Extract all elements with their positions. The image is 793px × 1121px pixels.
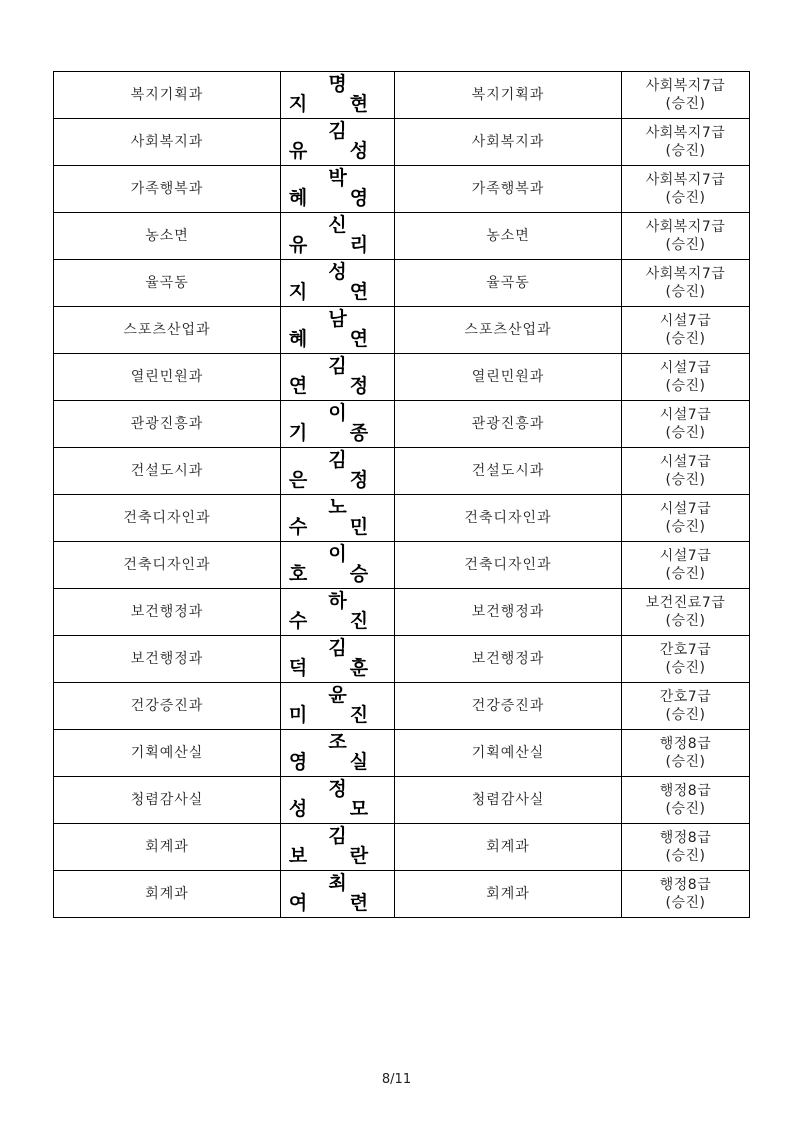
table-row xyxy=(54,448,750,495)
previous-department-cell: 회계과 xyxy=(54,871,281,918)
employee-name: 노 수 민 xyxy=(288,496,387,538)
employee-name: 김 연 정 xyxy=(288,355,387,397)
grade-cell xyxy=(622,871,750,918)
promotion-note: (승진) xyxy=(665,284,706,300)
promotion-note: (승진) xyxy=(665,472,706,488)
employee-name-cell xyxy=(281,683,395,730)
grade-cell xyxy=(622,401,750,448)
promotion-note: (승진) xyxy=(665,801,706,817)
previous-department-cell: 농소면 xyxy=(54,213,281,260)
grade-cell xyxy=(622,213,750,260)
previous-department-cell: 율곡동 xyxy=(54,260,281,307)
grade-cell xyxy=(622,495,750,542)
table-row xyxy=(54,824,750,871)
previous-department-cell: 건강증진과 xyxy=(54,683,281,730)
promotion-note: (승진) xyxy=(665,378,706,394)
employee-name: 이 호 승 xyxy=(288,543,387,585)
new-department-cell: 사회복지과 xyxy=(395,119,622,166)
grade-cell xyxy=(622,824,750,871)
employee-name: 성 지 연 xyxy=(288,261,387,303)
employee-name: 이 기 종 xyxy=(288,402,387,444)
employee-name: 김 보 란 xyxy=(288,825,387,867)
table-row xyxy=(54,260,750,307)
new-department-cell: 회계과 xyxy=(395,824,622,871)
employee-name-cell xyxy=(281,448,395,495)
table-row xyxy=(54,636,750,683)
grade-cell xyxy=(622,636,750,683)
new-department-cell: 율곡동 xyxy=(395,260,622,307)
employee-name-cell xyxy=(281,307,395,354)
employee-name-cell xyxy=(281,401,395,448)
promotion-note: (승진) xyxy=(665,895,706,911)
new-department-cell: 건축디자인과 xyxy=(395,542,622,589)
grade-label: 시설7급 xyxy=(659,454,712,470)
grade-cell xyxy=(622,260,750,307)
previous-department-cell: 가족행복과 xyxy=(54,166,281,213)
grade-cell xyxy=(622,589,750,636)
page-number: 8/11 xyxy=(381,1072,412,1087)
table-row xyxy=(54,354,750,401)
new-department-cell: 건축디자인과 xyxy=(395,495,622,542)
employee-name: 박 혜 영 xyxy=(288,167,387,209)
new-department-cell: 농소면 xyxy=(395,213,622,260)
employee-name-cell xyxy=(281,166,395,213)
table-row xyxy=(54,119,750,166)
new-department-cell: 보건행정과 xyxy=(395,589,622,636)
grade-label: 행정8급 xyxy=(659,736,712,752)
previous-department-cell: 건축디자인과 xyxy=(54,542,281,589)
promotion-note: (승진) xyxy=(665,707,706,723)
employee-name-cell xyxy=(281,636,395,683)
employee-name-cell xyxy=(281,542,395,589)
employee-name-cell xyxy=(281,589,395,636)
employee-name-cell xyxy=(281,871,395,918)
table-row xyxy=(54,166,750,213)
new-department-cell: 복지기획과 xyxy=(395,72,622,119)
previous-department-cell: 스포츠산업과 xyxy=(54,307,281,354)
employee-name: 최 여 련 xyxy=(288,872,387,914)
employee-name: 김 유 성 xyxy=(288,120,387,162)
previous-department-cell: 건축디자인과 xyxy=(54,495,281,542)
promotion-note: (승진) xyxy=(665,96,706,112)
employee-name-cell xyxy=(281,119,395,166)
employee-name: 김 은 정 xyxy=(288,449,387,491)
table-row xyxy=(54,213,750,260)
personnel-roster-section xyxy=(53,71,747,918)
promotion-note: (승진) xyxy=(665,754,706,770)
promotion-note: (승진) xyxy=(665,237,706,253)
table-row xyxy=(54,72,750,119)
new-department-cell: 스포츠산업과 xyxy=(395,307,622,354)
new-department-cell: 건강증진과 xyxy=(395,683,622,730)
grade-label: 시설7급 xyxy=(659,313,712,329)
grade-label: 사회복지7급 xyxy=(645,219,726,235)
employee-name: 정 성 모 xyxy=(288,778,387,820)
employee-name: 신 유 리 xyxy=(288,214,387,256)
new-department-cell: 청렴감사실 xyxy=(395,777,622,824)
grade-cell xyxy=(622,777,750,824)
promotion-note: (승진) xyxy=(665,331,706,347)
grade-label: 시설7급 xyxy=(659,407,712,423)
promotion-note: (승진) xyxy=(665,425,706,441)
employee-name: 윤 미 진 xyxy=(288,684,387,726)
employee-name-cell xyxy=(281,260,395,307)
promotion-note: (승진) xyxy=(665,143,706,159)
grade-cell xyxy=(622,542,750,589)
previous-department-cell: 청렴감사실 xyxy=(54,777,281,824)
grade-label: 시설7급 xyxy=(659,548,712,564)
new-department-cell: 기획예산실 xyxy=(395,730,622,777)
table-row xyxy=(54,683,750,730)
new-department-cell: 회계과 xyxy=(395,871,622,918)
grade-cell xyxy=(622,448,750,495)
grade-label: 사회복지7급 xyxy=(645,266,726,282)
new-department-cell: 가족행복과 xyxy=(395,166,622,213)
grade-label: 간호7급 xyxy=(659,689,712,705)
employee-name-cell xyxy=(281,777,395,824)
grade-cell xyxy=(622,166,750,213)
personnel-roster-table xyxy=(53,71,750,918)
table-row xyxy=(54,542,750,589)
roster-body xyxy=(54,72,750,918)
grade-label: 행정8급 xyxy=(659,877,712,893)
grade-label: 보건진료7급 xyxy=(645,595,726,611)
grade-cell xyxy=(622,119,750,166)
employee-name: 명 지 현 xyxy=(288,73,387,115)
grade-label: 사회복지7급 xyxy=(645,78,726,94)
previous-department-cell: 보건행정과 xyxy=(54,589,281,636)
table-row xyxy=(54,495,750,542)
promotion-note: (승진) xyxy=(665,519,706,535)
previous-department-cell: 복지기획과 xyxy=(54,72,281,119)
table-row xyxy=(54,777,750,824)
grade-cell xyxy=(622,683,750,730)
grade-cell xyxy=(622,730,750,777)
employee-name-cell xyxy=(281,72,395,119)
grade-label: 시설7급 xyxy=(659,360,712,376)
new-department-cell: 건설도시과 xyxy=(395,448,622,495)
promotion-note: (승진) xyxy=(665,190,706,206)
table-row xyxy=(54,401,750,448)
grade-label: 사회복지7급 xyxy=(645,125,726,141)
new-department-cell: 관광진흥과 xyxy=(395,401,622,448)
previous-department-cell: 회계과 xyxy=(54,824,281,871)
previous-department-cell: 보건행정과 xyxy=(54,636,281,683)
promotion-note: (승진) xyxy=(665,660,706,676)
grade-cell xyxy=(622,307,750,354)
promotion-note: (승진) xyxy=(665,566,706,582)
previous-department-cell: 기획예산실 xyxy=(54,730,281,777)
grade-cell xyxy=(622,354,750,401)
employee-name: 하 수 진 xyxy=(288,590,387,632)
employee-name: 김 덕 훈 xyxy=(288,637,387,679)
employee-name-cell xyxy=(281,354,395,401)
employee-name: 남 혜 연 xyxy=(288,308,387,350)
employee-name-cell xyxy=(281,213,395,260)
table-row xyxy=(54,871,750,918)
promotion-note: (승진) xyxy=(665,613,706,629)
table-row xyxy=(54,730,750,777)
grade-label: 시설7급 xyxy=(659,501,712,517)
table-row xyxy=(54,307,750,354)
grade-label: 행정8급 xyxy=(659,830,712,846)
employee-name-cell xyxy=(281,824,395,871)
previous-department-cell: 관광진흥과 xyxy=(54,401,281,448)
promotion-note: (승진) xyxy=(665,848,706,864)
grade-label: 사회복지7급 xyxy=(645,172,726,188)
previous-department-cell: 열린민원과 xyxy=(54,354,281,401)
previous-department-cell: 건설도시과 xyxy=(54,448,281,495)
previous-department-cell: 사회복지과 xyxy=(54,119,281,166)
employee-name: 조 영 실 xyxy=(288,731,387,773)
grade-cell xyxy=(622,72,750,119)
employee-name-cell xyxy=(281,730,395,777)
new-department-cell: 열린민원과 xyxy=(395,354,622,401)
table-row xyxy=(54,589,750,636)
grade-label: 행정8급 xyxy=(659,783,712,799)
new-department-cell: 보건행정과 xyxy=(395,636,622,683)
employee-name-cell xyxy=(281,495,395,542)
grade-label: 간호7급 xyxy=(659,642,712,658)
